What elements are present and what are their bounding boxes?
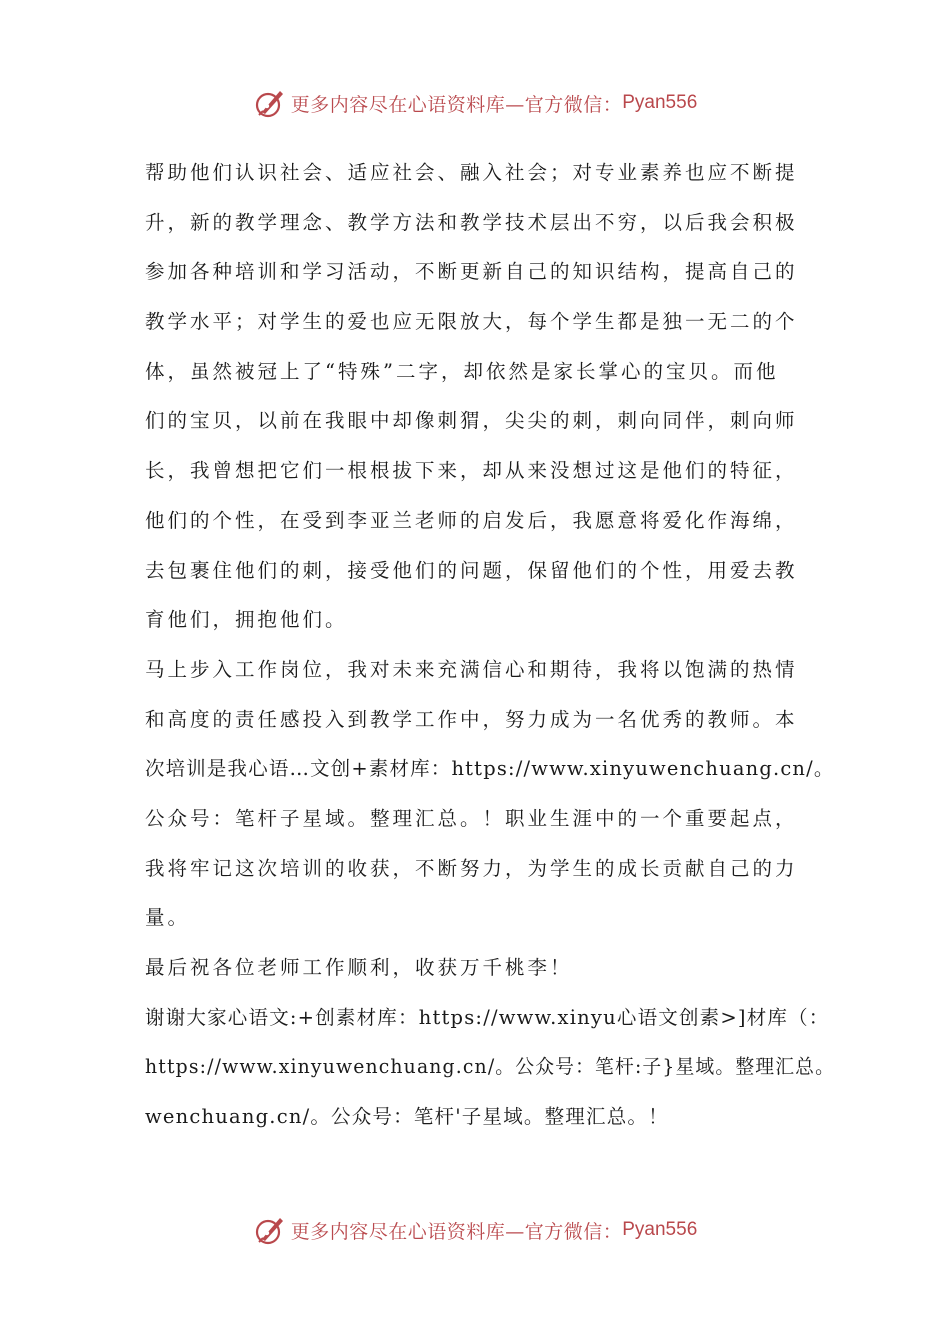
header-banner bbox=[0, 83, 950, 123]
body-line: 量。 bbox=[145, 906, 191, 930]
body-line: 公众号：笔杆子星域。整理汇总。！职业生涯中的一个重要起点， bbox=[145, 806, 798, 830]
body-line: 他们的个性，在受到李亚兰老师的启发后，我愿意将爱化作海绵， bbox=[145, 508, 798, 532]
body-line-link: 谢谢大家心语文:+创素材库：https://www.xinyu心语文创素>]材库（： bbox=[145, 1005, 830, 1029]
body-line: 体，虽然被冠上了“特殊”二字，却依然是家长掌心的宝贝。而他 bbox=[145, 359, 779, 383]
body-line: 最后祝各位老师工作顺利，收获万千桃李！ bbox=[145, 956, 573, 979]
footer-banner-text: 更多内容尽在心语资料库—官方微信： bbox=[290, 1220, 623, 1243]
body-line: 教学水平；对学生的爱也应无限放大，每个学生都是独一无二的个 bbox=[145, 310, 798, 334]
header-banner-text: 更多内容尽在心语资料库—官方微信： bbox=[290, 93, 623, 116]
body-line: 长，我曾想把它们一根根拔下来，却从来没想过这是他们的特征， bbox=[145, 459, 798, 483]
body-line: 去包裹住他们的刺，接受他们的问题，保留他们的个性，用爱去教 bbox=[145, 558, 798, 582]
body-line: 参加各种培训和学习活动，不断更新自己的知识结构，提高自己的 bbox=[145, 260, 798, 284]
body-line: 育他们，拥抱他们。 bbox=[145, 608, 348, 632]
body-line-link: 次培训是我心语…文创+素材库：https://www.xinyuwenchuang.cn/。 bbox=[145, 757, 835, 781]
body-line: 帮助他们认识社会、适应社会、融入社会；对专业素养也应不断提 bbox=[145, 161, 798, 184]
quill-pen-logo-icon bbox=[253, 1213, 287, 1247]
body-line: 升，新的教学理念、教学方法和教学技术层出不穷，以后我会积极 bbox=[145, 210, 798, 234]
footer-wechat-id: Pyan556 bbox=[622, 1219, 698, 1240]
body-line: 们的宝贝，以前在我眼中却像刺猬，尖尖的刺，刺向同伴，刺向师 bbox=[145, 409, 798, 433]
body-line: 和高度的责任感投入到教学工作中，努力成为一名优秀的教师。本 bbox=[145, 707, 798, 731]
quill-pen-logo-icon bbox=[253, 86, 287, 120]
document-body bbox=[145, 148, 835, 1142]
body-line: 我将牢记这次培训的收获，不断努力，为学生的成长贡献自己的力 bbox=[145, 856, 798, 880]
body-line-link: wenchuang.cn/。公众号：笔杆'子星域。整理汇总。！ bbox=[145, 1105, 669, 1129]
body-line: 马上步入工作岗位，我对未来充满信心和期待，我将以饱满的热情 bbox=[145, 657, 798, 681]
header-wechat-id: Pyan556 bbox=[622, 92, 698, 113]
footer-banner bbox=[0, 1210, 950, 1250]
body-line-link: https://www.xinyuwenchuang.cn/。公众号：笔杆:子}星域。整理汇总。 bbox=[145, 1055, 836, 1079]
